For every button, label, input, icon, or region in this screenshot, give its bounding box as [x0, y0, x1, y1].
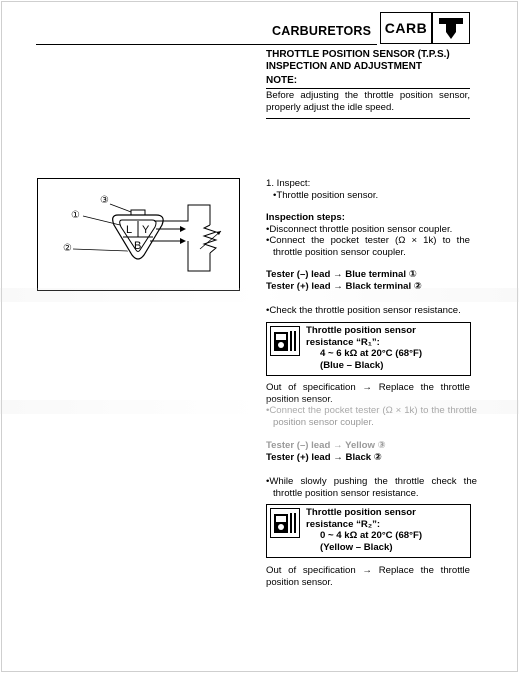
inspection-steps: Inspection steps: •Disconnect throttle position sensor coupler. •Connect the pocket tester (Ω × 1k) to the throttle position sensor coupler.	[266, 212, 470, 258]
out-of-spec-2: Out of specification → Replace the throttle position sensor.	[266, 565, 470, 588]
check-resistance-1: •Check the throttle position sensor resistance.	[266, 305, 461, 316]
section-title: CARBURETORS	[272, 24, 372, 38]
callout-2: ②	[63, 243, 72, 254]
connector-letter-b: B	[134, 240, 142, 252]
multimeter-icon	[270, 326, 300, 356]
connect-tester-2: •Connect the pocket tester (Ω × 1k) to the throttle position sensor coupler.	[266, 405, 477, 428]
note-bottom-rule	[266, 118, 470, 119]
note-label: NOTE:	[266, 75, 298, 86]
note-top-rule	[266, 88, 470, 89]
callout-1: ①	[71, 210, 80, 221]
connector-letter-l: L	[126, 224, 133, 236]
connector-letter-y: Y	[142, 224, 150, 236]
carburetor-icon	[432, 12, 470, 44]
multimeter-icon	[270, 508, 300, 538]
watermark-band	[0, 288, 519, 302]
header-rule	[36, 44, 377, 45]
out-of-spec-1: Out of specification → Replace the throttle position sensor.	[266, 382, 470, 405]
spec-box-r2: Throttle position sensor resistance “R₂”: 0 ~ 4 kΩ at 20°C (68°F) (Yellow – Black)	[266, 504, 471, 558]
tester-leads-2: Tester (–) lead → Yellow ③ Tester (+) lead → Black ②	[266, 440, 386, 463]
inspect-step: 1. Inspect: •Throttle position sensor.	[266, 178, 379, 201]
note-text: Before adjusting the throttle position sensor, properly adjust the idle speed.	[266, 90, 470, 113]
procedure-title: THROTTLE POSITION SENSOR (T.P.S.) INSPECTION AND ADJUSTMENT	[266, 49, 450, 72]
check-resistance-2: •While slowly pushing the throttle check the throttle position sensor resistance.	[266, 476, 477, 499]
section-tab-code: CARB	[380, 12, 432, 44]
tester-leads-1: Tester (–) lead → Blue terminal ① Tester (+) lead → Black terminal ②	[266, 269, 422, 292]
spec-box-r1: Throttle position sensor resistance “R₁”: 4 ~ 6 kΩ at 20°C (68°F) (Blue – Black)	[266, 322, 471, 376]
sensor-connector-diagram	[37, 178, 240, 291]
callout-3: ③	[100, 195, 109, 206]
watermark-band	[0, 400, 519, 414]
